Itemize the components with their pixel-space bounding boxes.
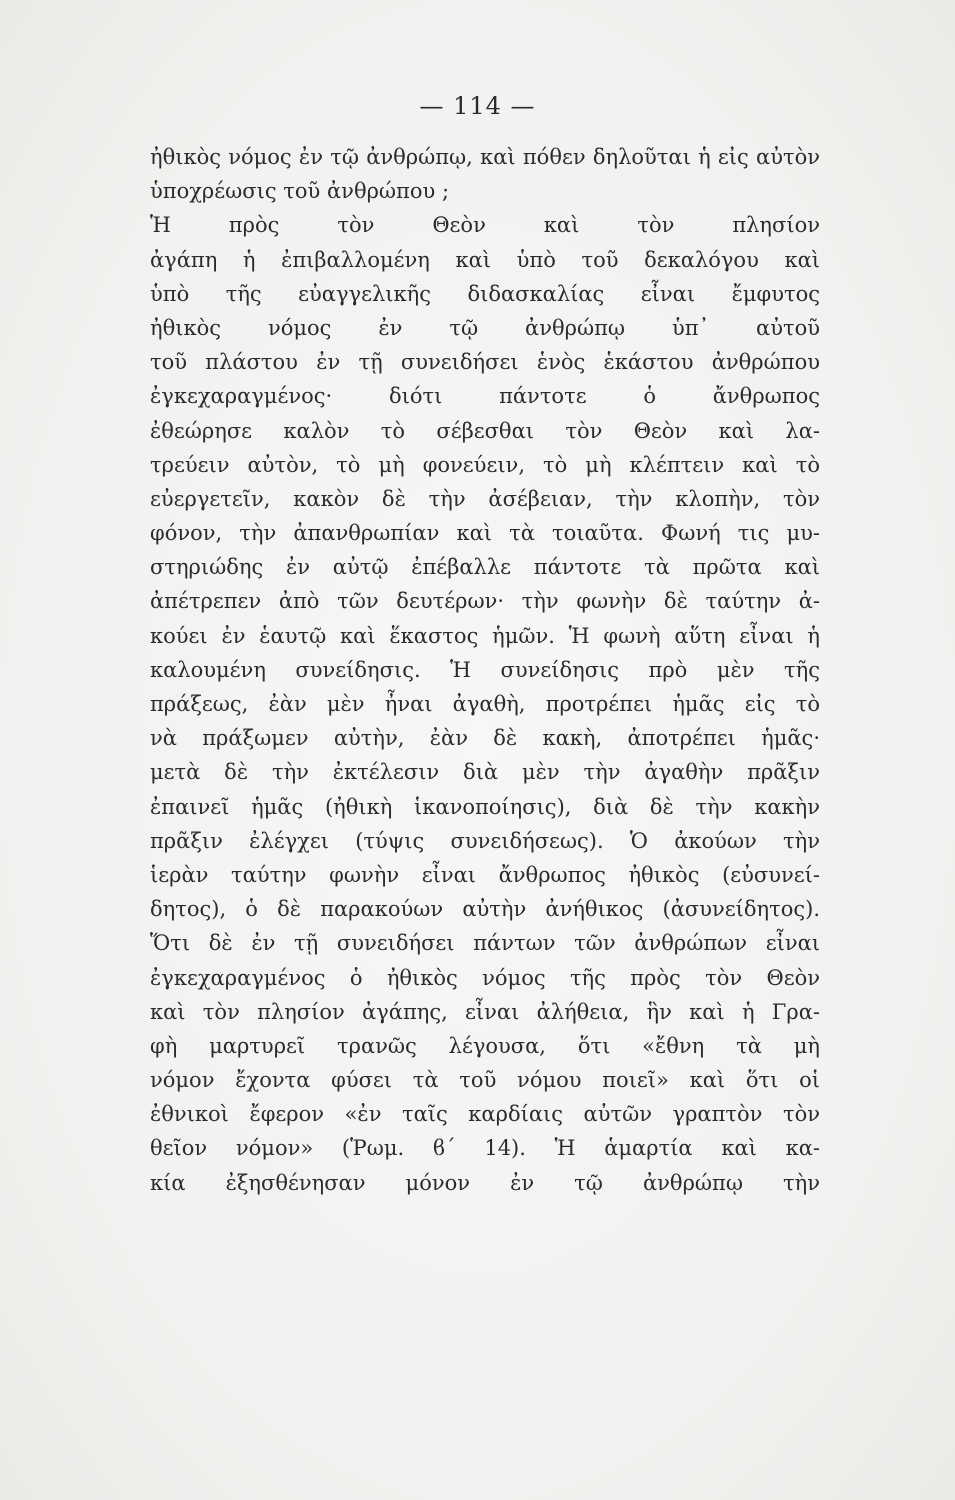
text-line: φόνον, τὴν ἀπανθρωπίαν καὶ τὰ τοιαῦτα. Φωνή τις μυ- <box>150 521 820 546</box>
body-text <box>150 140 820 1200</box>
text-line: δητος), ὁ δὲ παρακούων αὐτὴν ἀνήθικος (ἀσυνείδητος). <box>150 897 820 922</box>
text-line: ἠθικὸς νόμος ἐν τῷ ἀνθρώπῳ, καὶ πόθεν δηλοῦται ἡ εἰς αὐτὸν <box>150 145 820 169</box>
text-line: Ἡ πρὸς τὸν Θεὸν καὶ τὸν πλησίον <box>150 213 820 238</box>
text-line: καὶ τὸν πλησίον ἀγάπης, εἶναι ἀλήθεια, ἣν καὶ ἡ Γρα- <box>150 999 820 1024</box>
page-number: — 114 — <box>419 92 536 120</box>
text-line: εὐεργετεῖν, κακὸν δὲ τὴν ἀσέβειαν, τὴν κλοπὴν, τὸν <box>150 486 820 511</box>
text-line: νὰ πράξωμεν αὐτὴν, ἐὰν δὲ κακὴ, ἀποτρέπει ἡμᾶς· <box>150 726 820 751</box>
text-line: νόμον ἔχοντα φύσει τὰ τοῦ νόμου ποιεῖ» καὶ ὅτι οἱ <box>150 1068 820 1093</box>
text-line: θεῖον νόμον» (Ῥωμ. ϐ΄ 14). Ἡ ἁμαρτία καὶ κα- <box>150 1136 820 1161</box>
text-line: τρεύειν αὐτὸν, τὸ μὴ φονεύειν, τὸ μὴ κλέπτειν καὶ τὸ <box>150 452 820 477</box>
text-line: ὑπὸ τῆς εὐαγγελικῆς διδασκαλίας εἶναι ἔμφυτος <box>150 281 820 306</box>
text-line: ἐθεώρησε καλὸν τὸ σέβεσθαι τὸν Θεὸν καὶ λα- <box>150 418 820 443</box>
text-line: ἀγάπη ἡ ἐπιβαλλομένη καὶ ὑπὸ τοῦ δεκαλόγου καὶ <box>150 247 820 272</box>
text-line: κούει ἐν ἑαυτῷ καὶ ἕκαστος ἡμῶν. Ἡ φωνὴ αὕτη εἶναι ἡ <box>150 623 820 648</box>
text-line: ἀπέτρεπεν ἀπὸ τῶν δευτέρων· τὴν φωνὴν δὲ ταύτην ἀ- <box>150 589 820 614</box>
text-line: ἐπαινεῖ ἡμᾶς (ἠθικὴ ἱκανοποίησις), διὰ δὲ τὴν κακὴν <box>150 794 820 819</box>
text-line: κία ἐξησθένησαν μόνον ἐν τῷ ἀνθρώπῳ τὴν <box>150 1170 820 1195</box>
text-line: ἠθικὸς νόμος ἐν τῷ ἀνθρώπῳ ὑπ᾽ αὐτοῦ <box>150 315 820 340</box>
text-line: ἐγκεχαραγμένος· διότι πάντοτε ὁ ἄνθρωπος <box>150 384 820 409</box>
text-line: ἐγκεχαραγμένος ὁ ἠθικὸς νόμος τῆς πρὸς τὸν Θεὸν <box>150 965 820 990</box>
text-line: πρᾶξιν ἐλέγχει (τύψις συνειδήσεως). Ὁ ἀκούων τὴν <box>150 828 820 853</box>
text-line: πράξεως, ἐὰν μὲν ἦναι ἀγαθὴ, προτρέπει ἡμᾶς εἰς τὸ <box>150 692 820 716</box>
text-line: μετὰ δὲ τὴν ἐκτέλεσιν διὰ μὲν τὴν ἀγαθὴν πρᾶξιν <box>150 760 820 785</box>
text-line: Ὅτι δὲ ἐν τῇ συνειδήσει πάντων τῶν ἀνθρώπων εἶναι <box>150 931 820 956</box>
text-line: ἱερὰν ταύτην φωνὴν εἶναι ἄνθρωπος ἠθικὸς (εὐσυνεί- <box>150 862 820 887</box>
text-line: καλουμένη συνείδησις. Ἡ συνείδησις πρὸ μὲν τῆς <box>150 657 820 682</box>
text-line: στηριώδης ἐν αὐτῷ ἐπέβαλλε πάντοτε τὰ πρῶτα καὶ <box>150 555 820 580</box>
text-line: φὴ μαρτυρεῖ τρανῶς λέγουσα, ὅτι «ἔθνη τὰ μὴ <box>150 1033 820 1058</box>
text-line: ἐθνικοὶ ἔφερον «ἐν ταῖς καρδίαις αὐτῶν γραπτὸν τὸν <box>150 1102 820 1127</box>
text-line: ὑποχρέωσις τοῦ ἀνθρώπου ; <box>150 179 450 204</box>
text-line: τοῦ πλάστου ἐν τῇ συνειδήσει ἑνὸς ἑκάστου ἀνθρώπου <box>150 350 820 375</box>
